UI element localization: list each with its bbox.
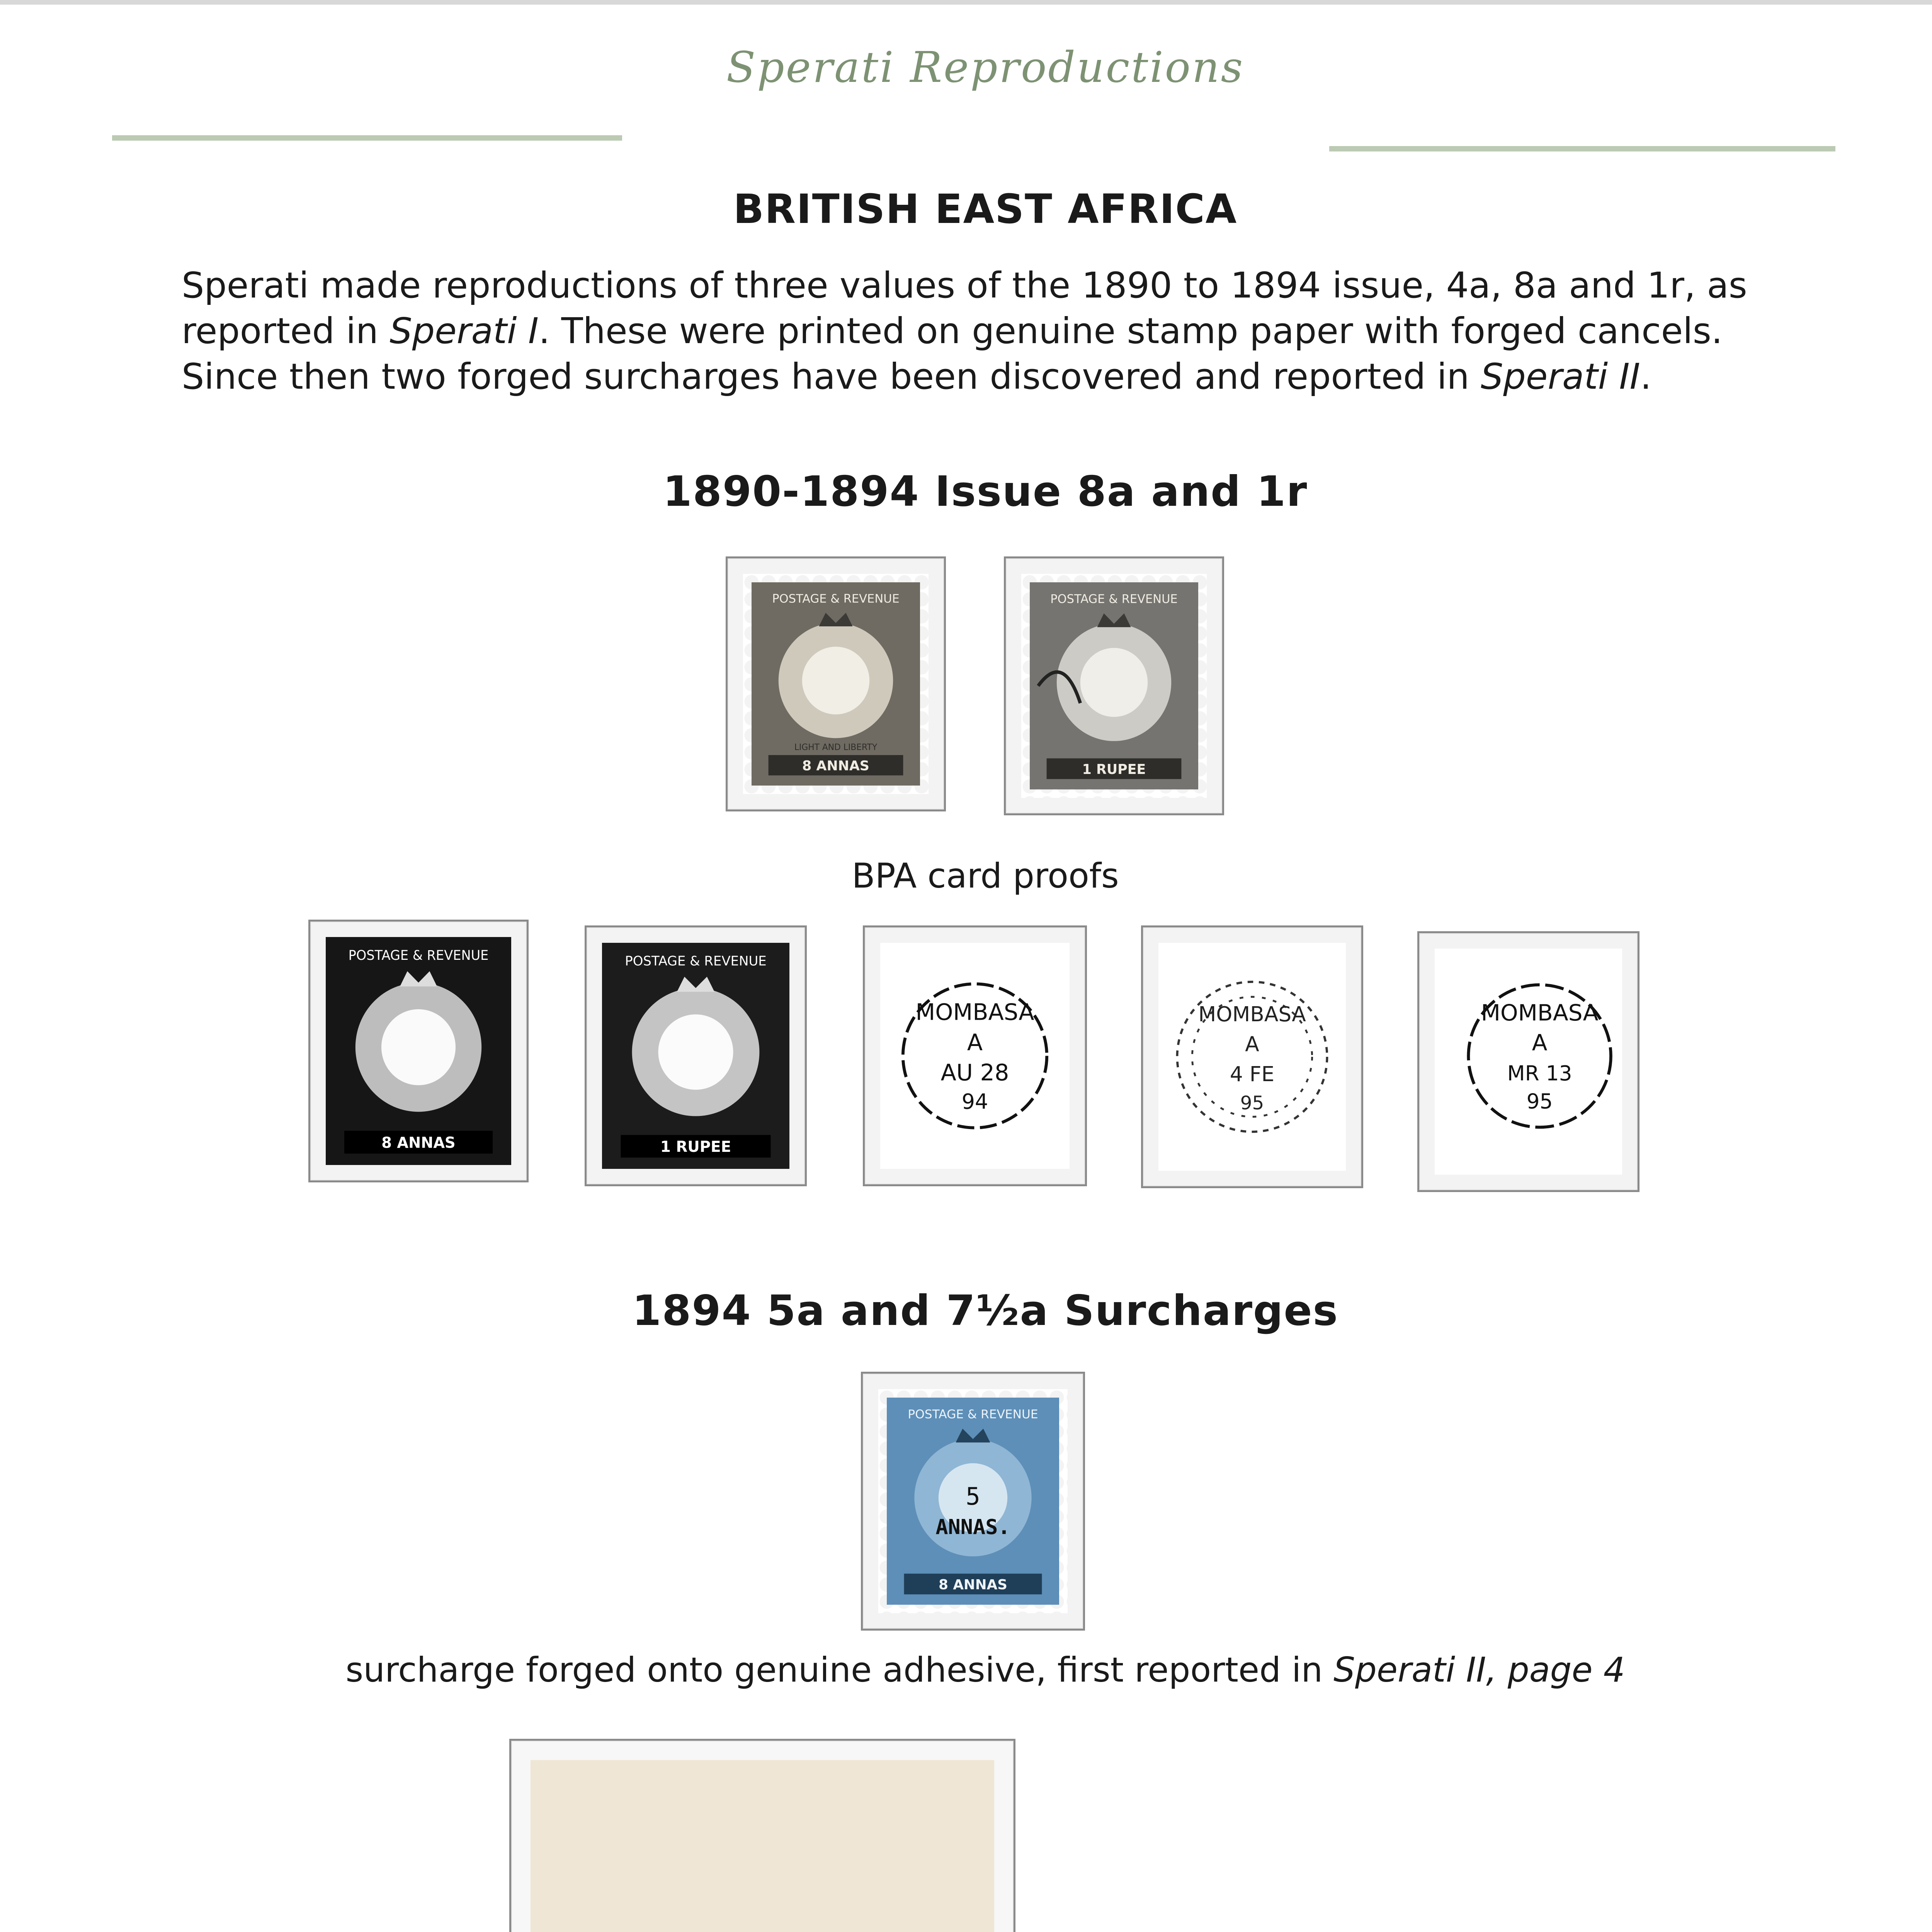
svg-text:POSTAGE & REVENUE: POSTAGE & REVENUE [772, 592, 900, 606]
header-rule-left [112, 135, 622, 141]
proof-large-mount [509, 1739, 1015, 1932]
svg-text:A: A [1245, 1032, 1259, 1056]
intro-text-3: . [1640, 356, 1651, 397]
intro-ref-1: Sperati I [389, 310, 539, 352]
svg-text:MOMBASA: MOMBASA [915, 998, 1034, 1026]
svg-text:4 FE: 4 FE [1230, 1062, 1275, 1087]
svg-text:8 ANNAS: 8 ANNAS [939, 1577, 1007, 1593]
caption-text: surcharge forged onto genuine adhesive, first reported in [345, 1650, 1334, 1690]
svg-text:POSTAGE & REVENUE: POSTAGE & REVENUE [348, 947, 489, 964]
svg-text:94: 94 [961, 1089, 988, 1114]
svg-text:MOMBASA: MOMBASA [1198, 1002, 1306, 1026]
svg-text:MR 13: MR 13 [1507, 1061, 1572, 1085]
cancel-proof-mar-95 [1435, 949, 1622, 1175]
intro-ref-2: Sperati II [1480, 356, 1640, 397]
svg-text:LIGHT AND LIBERTY: LIGHT AND LIBERTY [794, 742, 878, 752]
scan-edge [0, 0, 1932, 5]
section-title-issue: 1890-1894 Issue 8a and 1r [663, 468, 1308, 516]
svg-text:POSTAGE & REVENUE: POSTAGE & REVENUE [625, 953, 767, 969]
caption-forged-surcharge [0, 1650, 1932, 1690]
svg-text:POSTAGE & REVENUE: POSTAGE & REVENUE [1050, 592, 1178, 606]
stamp-design [1030, 582, 1198, 789]
section-title-surcharges: 1894 5a and 7½a Surcharges [632, 1287, 1338, 1335]
intro-paragraph [182, 263, 1804, 400]
cancel-proof-feb-95 [1158, 943, 1346, 1171]
svg-text:MOMBASA: MOMBASA [1481, 999, 1599, 1026]
header-rule-right [1329, 146, 1835, 151]
card-proof-8-annas [326, 937, 511, 1165]
page-header: Sperati Reproductions [726, 43, 1245, 92]
surcharge-stamp-mount [861, 1372, 1085, 1631]
proof-mount-8a [308, 920, 529, 1182]
caption-card-proofs: BPA card proofs [852, 856, 1119, 896]
stamp-mount-8a [726, 556, 946, 811]
svg-text:8 ANNAS: 8 ANNAS [381, 1134, 456, 1152]
card-proof-1-rupee [602, 943, 789, 1169]
svg-text:95: 95 [1240, 1092, 1264, 1114]
intro-text-2: . These were printed on genuine stamp paper with forged cancels. Since then two forged surcharges have been discovered and reported in [182, 310, 1723, 397]
svg-text:A: A [967, 1029, 983, 1056]
svg-text:POSTAGE & REVENUE: POSTAGE & REVENUE [908, 1407, 1038, 1422]
cancel-mount-2 [1141, 925, 1363, 1188]
svg-text:AU 28: AU 28 [940, 1059, 1009, 1086]
svg-text:5: 5 [966, 1482, 980, 1510]
intro-text-1: Sperati made reproductions of three values of the 1890 to 1894 issue, 4a, 8a and 1r, as reported in [182, 265, 1747, 352]
stamp-design [752, 582, 920, 786]
stamp-mount-1r [1004, 556, 1224, 815]
svg-text:1 RUPEE: 1 RUPEE [1082, 761, 1146, 777]
svg-text:A: A [1532, 1029, 1548, 1056]
caption-ref: Sperati II, page 4 [1333, 1650, 1625, 1690]
proof-mount-1r [585, 925, 807, 1186]
stamp-8-annas [743, 574, 929, 794]
page-title: BRITISH EAST AFRICA [733, 185, 1238, 233]
cancel-mount-1 [863, 925, 1087, 1186]
cancel-proof-aug-94 [880, 943, 1070, 1169]
svg-text:1 RUPEE: 1 RUPEE [660, 1138, 731, 1156]
surcharge-proof-5-annas [531, 1760, 994, 1932]
stamp-5-annas-surcharge [878, 1389, 1068, 1613]
stamp-1-rupee [1021, 574, 1207, 798]
svg-text:ANNAS.: ANNAS. [935, 1514, 1010, 1539]
svg-text:95: 95 [1526, 1089, 1553, 1114]
cancel-mount-3 [1417, 931, 1639, 1192]
svg-text:8 ANNAS: 8 ANNAS [802, 758, 869, 774]
